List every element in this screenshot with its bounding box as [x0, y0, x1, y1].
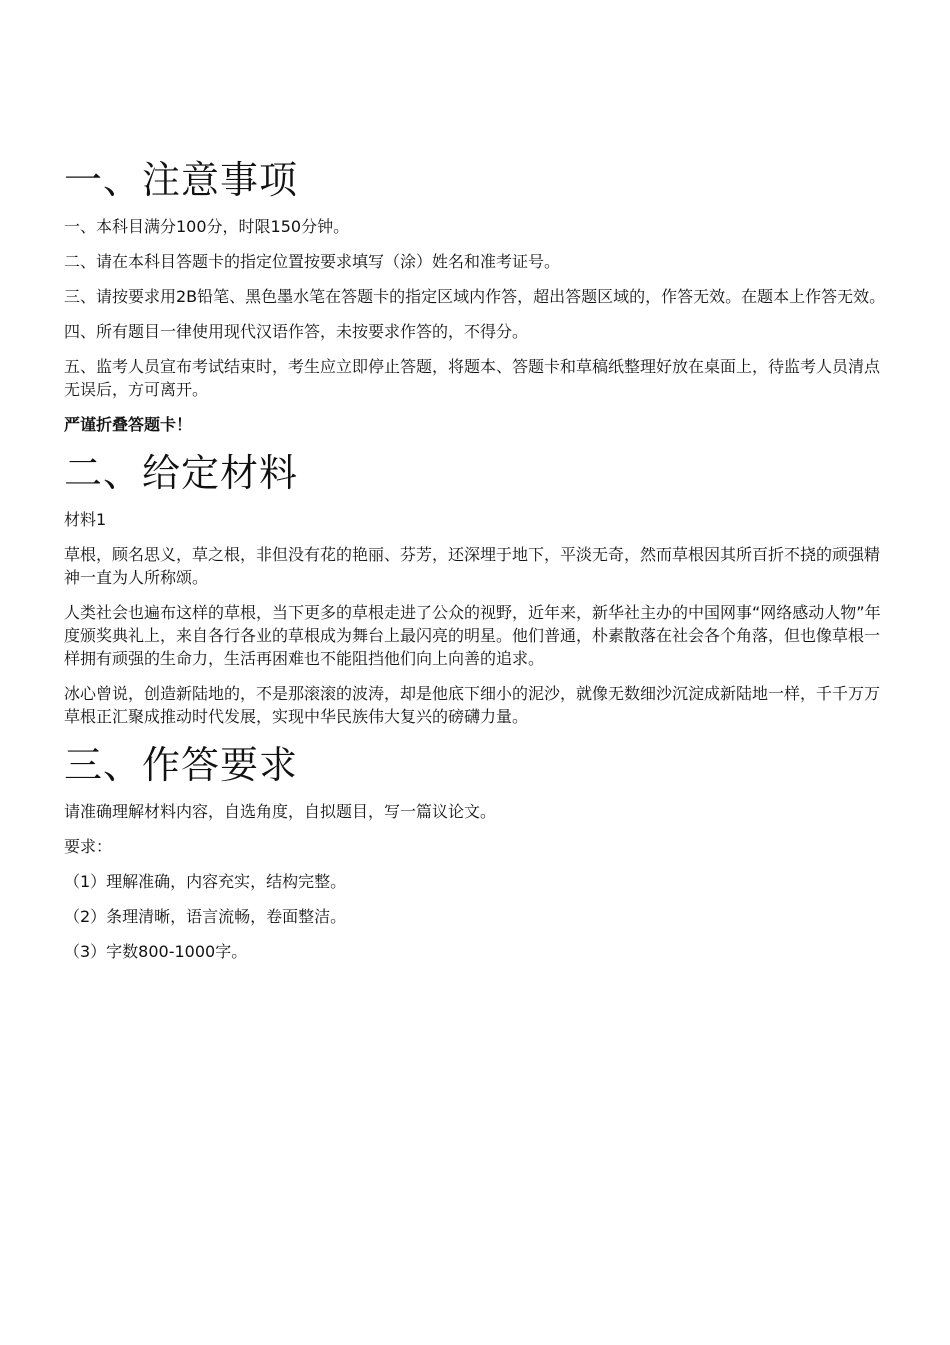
notice-item-5: 五、监考人员宣布考试结束时，考生应立即停止答题，将题本、答题卡和草稿纸整理好放在桌面上，待监考人员清点无误后，方可离开。	[64, 357, 881, 399]
requirement-item-3: （3）字数800-1000字。	[64, 942, 248, 961]
material-label: 材料1	[64, 510, 107, 529]
instruction-text: 请准确理解材料内容，自选角度，自拟题目，写一篇议论文。	[64, 802, 497, 821]
requirements-label: 要求：	[64, 837, 113, 856]
warning-text: 严谨折叠答题卡！	[64, 415, 193, 434]
notice-item-2: 二、请在本科目答题卡的指定位置按要求填写（涂）姓名和准考证号。	[64, 252, 561, 271]
section-title-requirements: 三、作答要求	[64, 743, 299, 787]
requirement-item-2: （2）条理清晰，语言流畅，卷面整洁。	[64, 907, 347, 926]
section-title-notices: 一、注意事项	[64, 158, 299, 202]
notice-item-1: 一、本科目满分100分，时限150分钟。	[64, 217, 350, 236]
notice-item-4: 四、所有题目一律使用现代汉语作答，未按要求作答的，不得分。	[64, 322, 529, 341]
notice-item-3: 三、请按要求用2B铅笔、黑色墨水笔在答题卡的指定区域内作答，超出答题区域的，作答无效。在题本上作答无效。	[64, 287, 886, 306]
material-paragraph-1: 草根，顾名思义，草之根，非但没有花的艳丽、芬芳，还深埋于地下，平淡无奇，然而草根因其所百折不挠的顽强精神一直为人所称颂。	[64, 545, 881, 587]
material-paragraph-3: 冰心曾说，创造新陆地的，不是那滚滚的波涛，却是他底下细小的泥沙，就像无数细沙沉淀成新陆地一样，千千万万草根正汇聚成推动时代发展，实现中华民族伟大复兴的磅礴力量。	[64, 684, 881, 726]
section-title-materials: 二、给定材料	[64, 451, 299, 495]
requirement-item-1: （1）理解准确，内容充实，结构完整。	[64, 872, 347, 891]
material-paragraph-2: 人类社会也遍布这样的草根，当下更多的草根走进了公众的视野，近年来，新华社主办的中国网事“网络感动人物”年度颁奖典礼上，来自各行各业的草根成为舞台上最闪亮的明星。他们普通，朴素散落在社会各个角落，但也像草根一样拥有顽强的生命力，生活再困难也不能阻挡他们向上向善的追求。	[64, 603, 881, 668]
